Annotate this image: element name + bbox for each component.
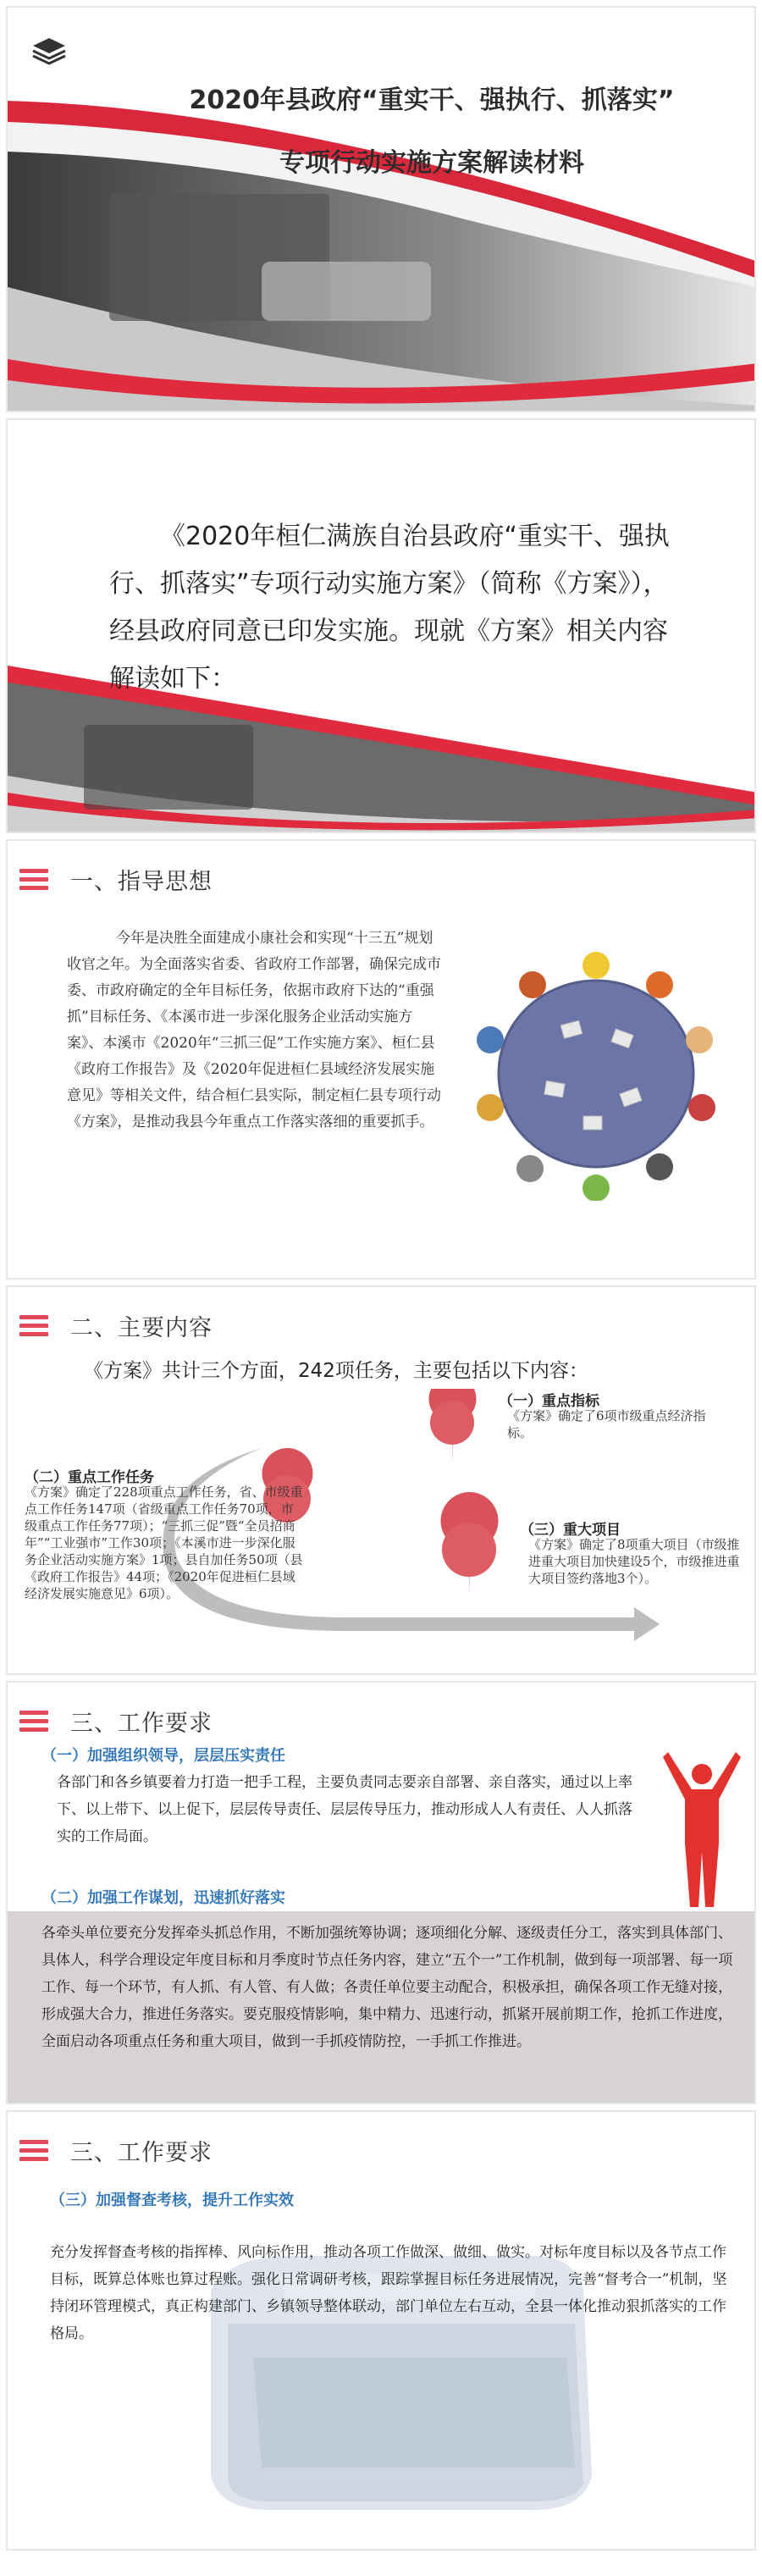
work-requirements-slide-2: [6, 2110, 756, 2551]
work-requirements-slide-1: [6, 1681, 756, 2104]
section-title: 二、主要内容: [70, 1315, 213, 1341]
intro-paragraph: 《2020年桓仁满族自治县政府“重实干、强执行、抓落实”专项行动实施方案》（简称《方案》），经县政府同意已印发实施。现就《方案》相关内容解读如下：: [109, 522, 670, 694]
cheering-person-icon: [660, 1750, 744, 1911]
requirement-3-text: 充分发挥督查考核的指挥棒、风向标作用，推动各项工作做深、做细、做实。对标年度目标以及各节点工作目标，既算总体账也算过程账。强化日常调研考核，跟踪掌握目标任务进展情况，完善“督考合一”机制，坚持闭环管理模式，真正构建部门、乡镇领导整体联动，部门单位左右互动，全县一体化推动狠抓落实的工作格局。: [50, 2244, 727, 2342]
section-title: 三、工作要求: [70, 2140, 213, 2166]
item2-label: （二）重点工作任务: [25, 1469, 154, 1486]
requirement-3-heading: （三）加强督查考核，提升工作实效: [50, 2192, 294, 2209]
section-header: [19, 1705, 213, 1738]
menu-bars-icon: [19, 1711, 50, 1733]
cover-title-line2: 专项行动实施方案解读材料: [279, 148, 584, 178]
section-header: [19, 863, 213, 896]
section-header: [19, 1309, 213, 1342]
main-content-slide: [6, 1285, 756, 1675]
item2-text: 《方案》确定了228项重点工作任务，省、市级重点工作任务147项（省级重点工作任务70项，市级重点工作任务77项）；“三抓三促”暨“全员招商年”“工业强市”工作30项；《本溪市进一步深化服务企业活动实施方案》1项；县自加任务50项（县《政府工作报告》44项；《2020年促进桓仁县域经济发展实施意见》6项）。: [25, 1484, 303, 1601]
requirement-2-text: 各牵头单位要充分发挥牵头抓总作用，不断加强统筹协调；逐项细化分解、逐级责任分工，落实到具体部门、具体人，科学合理设定年度目标和月季度时节点任务内容，建立“五个一”工作机制，做到每一项部署、每一项工作、每一个环节，有人抓、有人管、有人做；各责任单位要主动配合，积极承担，确保各项工作无缝对接，形成强大合力，推进任务落实。要克服疫情影响，集中精力、迅速行动，抓紧开展前期工作，抢抓工作进度，全面启动各项重点任务和重大项目，做到一手抓疫情防控，一手抓工作推进。: [41, 1925, 733, 2050]
menu-bars-icon: [19, 869, 50, 891]
section-title: 一、指导思想: [70, 869, 213, 895]
menu-bars-icon: [19, 2140, 50, 2162]
section-header: [19, 2134, 213, 2167]
item3-text: 《方案》确定了8项重大项目（市级推进重大项目加快建设5个，市级推进重大项目签约落地3个）。: [528, 1537, 740, 1586]
requirement-2-heading: （二）加强工作谋划，迅速抓好落实: [41, 1889, 285, 1907]
requirement-1-heading: （一）加强组织领导，层层压实责任: [41, 1747, 285, 1765]
round-table-meeting-illustration: [469, 947, 723, 1201]
cover-title-line1: 2020年县政府“重实干、强执行、抓落实”: [189, 86, 675, 115]
item3-label: （三）重大项目: [520, 1522, 621, 1539]
item1-text: 《方案》确定了6项市级重点经济指标。: [507, 1408, 706, 1440]
requirement-1-text: 各部门和各乡镇要着力打造一把手工程，主要负责同志要亲自部署、亲自落实，通过以上率下、以上带下、以上促下，层层传导责任、层层传导压力，推动形成人人有责任、人人抓落实的工作局面。: [57, 1774, 632, 1845]
intro-slide: [6, 418, 756, 833]
cover-slide: [6, 6, 756, 412]
guiding-principle-slide: [6, 839, 756, 1280]
stack-logo-icon: [31, 36, 67, 65]
section-title: 三、工作要求: [70, 1711, 213, 1737]
guiding-principle-text: 今年是决胜全面建成小康社会和实现“十三五”规划收官之年。为全面落实省委、省政府工作部署，确保完成市委、市政府确定的全年目标任务，依据市政府下达的“重强抓”目标任务、《本溪市进一步深化服务企业活动实施方案》、本溪市《2020年“三抓三促”工作实施方案》、桓仁县《政府工作报告》及《2020年促进桓仁县域经济发展实施意见》等相关文件，结合桓仁县实际，制定桓仁县专项行动《方案》，是推动我县今年重点工作落实落细的重要抓手。: [67, 930, 441, 1130]
item1-label: （一）重点指标: [499, 1393, 599, 1410]
cover-photo-illustration: [8, 8, 756, 412]
main-content-lead: 《方案》共计三个方面，242项任务，主要包括以下内容：: [84, 1360, 588, 1382]
menu-bars-icon: [19, 1315, 50, 1337]
